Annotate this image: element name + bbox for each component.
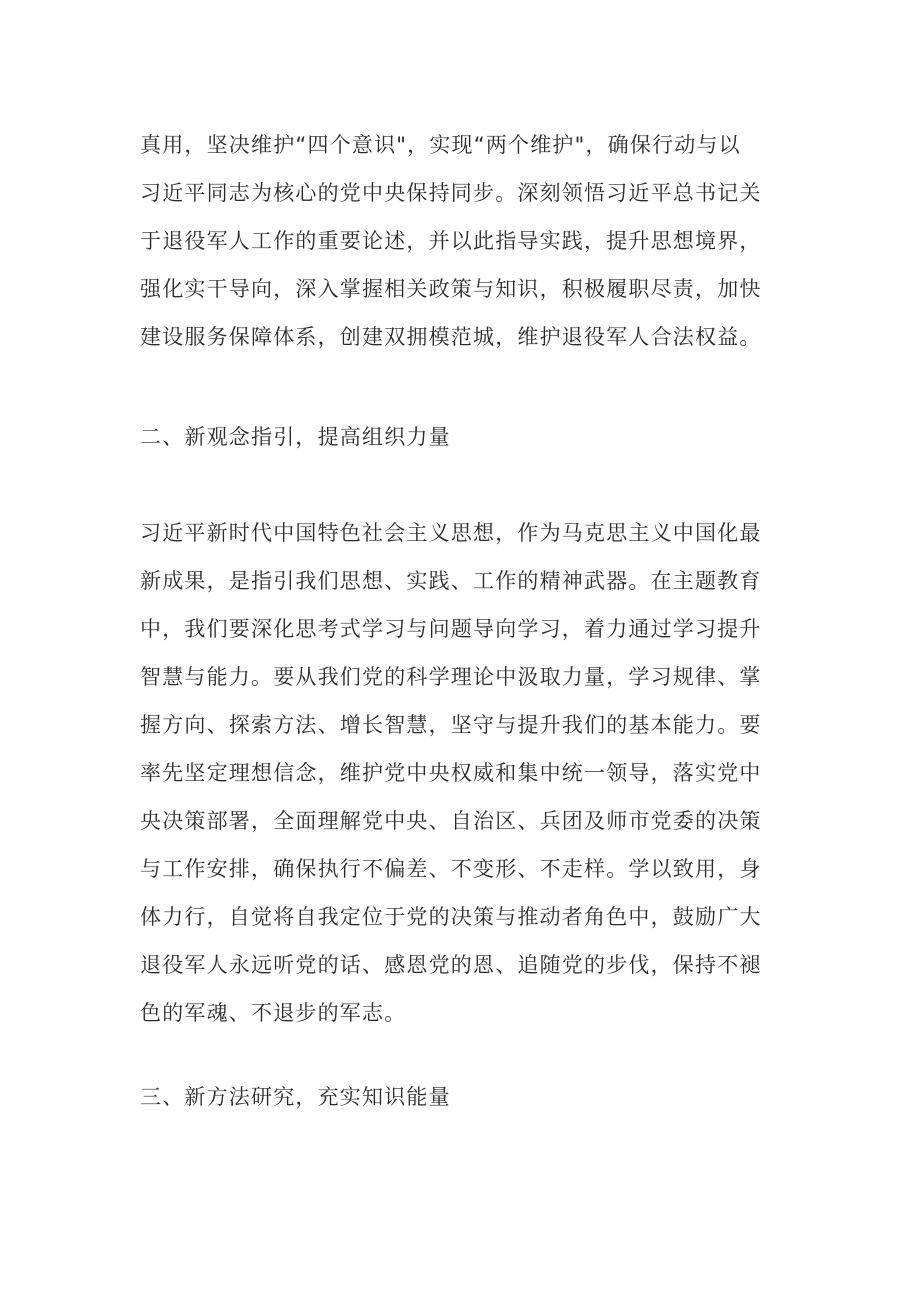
paragraph-2-line: 色的军魂、不退步的军志。 [140, 1001, 407, 1025]
paragraph-2-line: 中，我们要深化思考式学习与问题导向学习，着力通过学习提升 [140, 617, 762, 641]
paragraph-2-line: 握方向、探索方法、增长智慧，坚守与提升我们的基本能力。要 [140, 713, 762, 737]
paragraph-2-line: 体力行，自觉将自我定位于党的决策与推动者角色中，鼓励广大 [140, 905, 762, 929]
paragraph-1-line: 强化实干导向，深入掌握相关政策与知识，积极履职尽责，加快 [140, 277, 762, 301]
paragraph-2-line: 退役军人永远听党的话、感恩党的恩、追随党的步伐，保持不褪 [140, 953, 762, 977]
paragraph-2-line: 习近平新时代中国特色社会主义思想，作为马克思主义中国化最 [140, 521, 762, 545]
paragraph-1-line: 建设服务保障体系，创建双拥模范城，维护退役军人合法权益。 [140, 325, 762, 349]
paragraph-2-line: 央决策部署，全面理解党中央、自治区、兵团及师市党委的决策 [140, 809, 762, 833]
section-heading-3-text: 三、新方法研究，充实知识能量 [140, 1085, 451, 1109]
paragraph-1-line: 习近平同志为核心的党中央保持同步。深刻领悟习近平总书记关 [140, 181, 762, 205]
paragraph-1-line: 于退役军人工作的重要论述，并以此指导实践，提升思想境界， [140, 229, 762, 253]
paragraph-2-line: 与工作安排，确保执行不偏差、不变形、不走样。学以致用，身 [140, 857, 762, 881]
paragraph-1 [140, 121, 780, 361]
paragraph-2-line: 新成果，是指引我们思想、实践、工作的精神武器。在主题教育 [140, 569, 762, 593]
section-heading-3 [140, 1073, 780, 1121]
paragraph-2-line: 智慧与能力。要从我们党的科学理论中汲取力量，学习规律、掌 [140, 665, 762, 689]
paragraph-2-line: 率先坚定理想信念，维护党中央权威和集中统一领导，落实党中 [140, 761, 762, 785]
section-heading-2-text: 二、新观念指引，提高组织力量 [140, 425, 451, 449]
paragraph-2 [140, 509, 780, 1037]
section-heading-2 [140, 413, 780, 461]
paragraph-1-line: 真用，坚决维护“四个意识"，实现“两个维护"，确保行动与以 [140, 133, 741, 157]
